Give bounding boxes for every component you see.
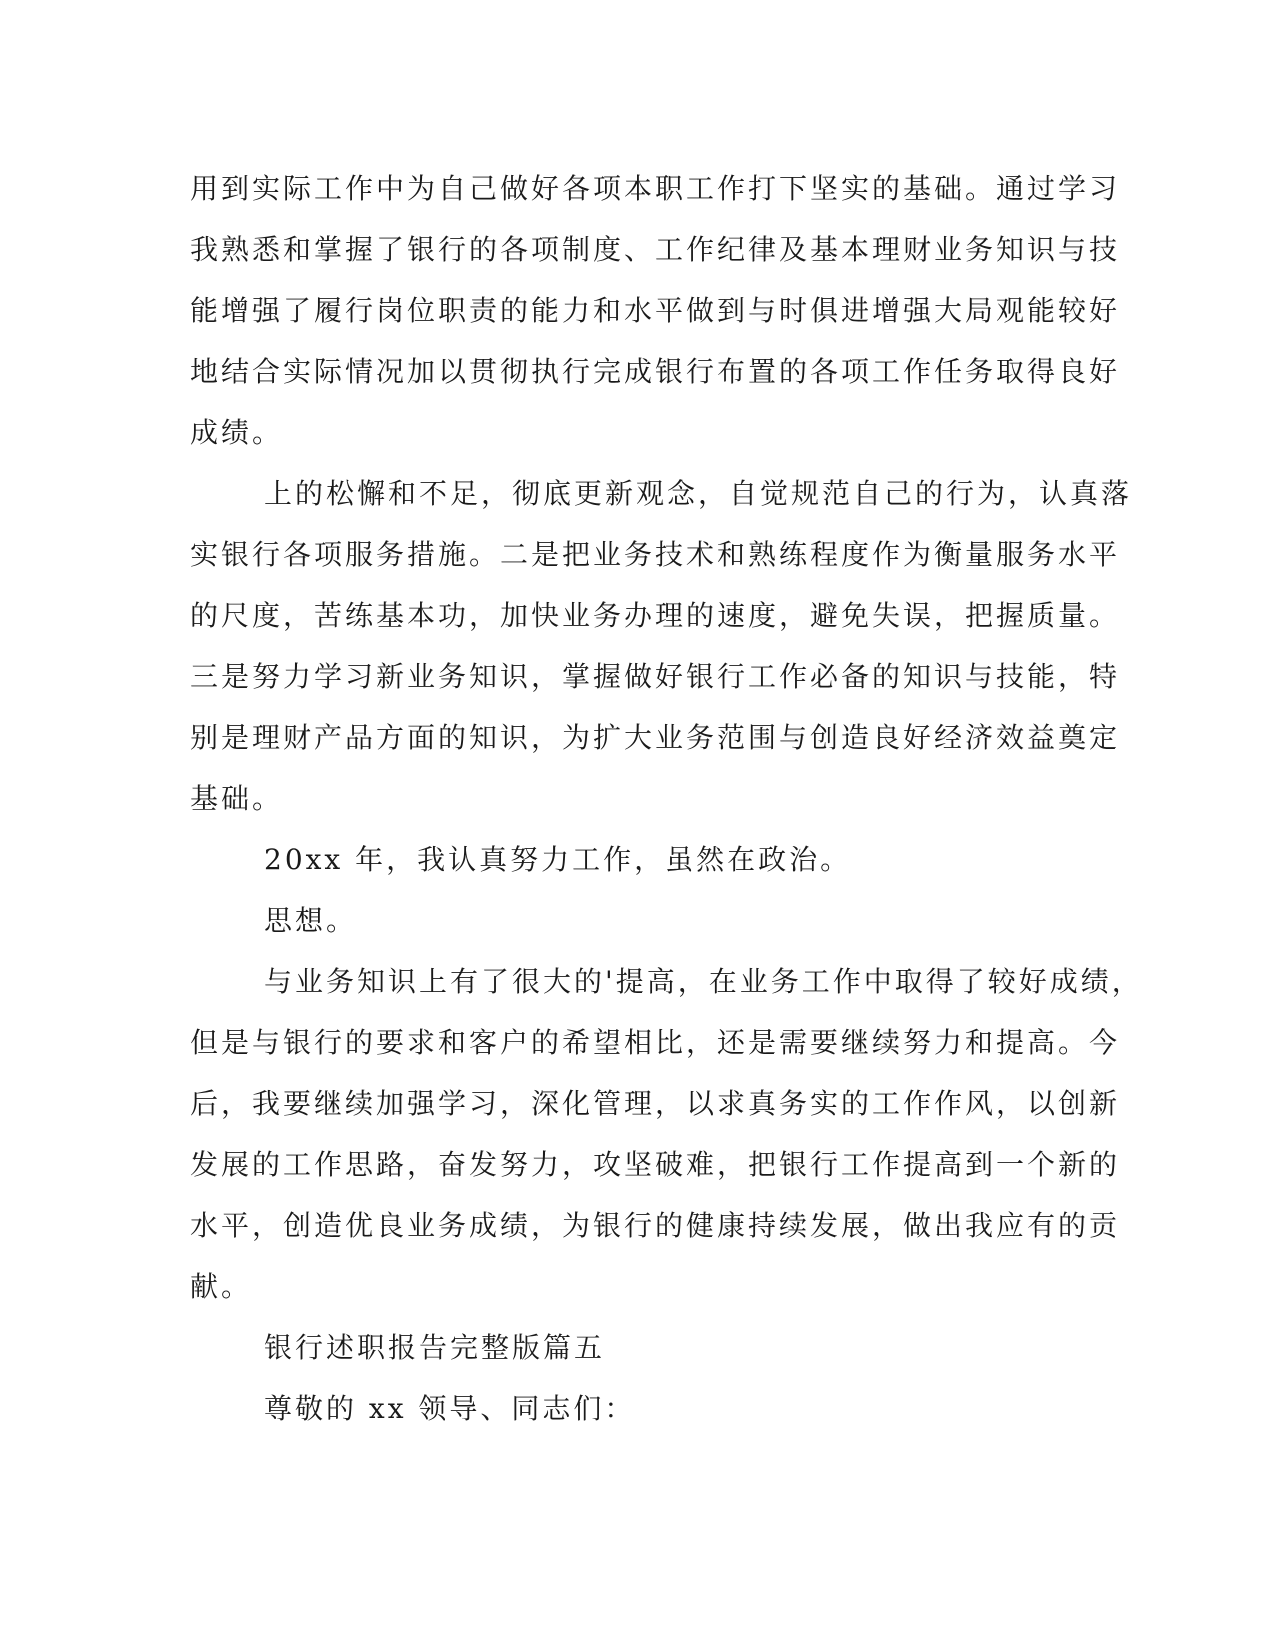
- text-line: 别是理财产品方面的知识，为扩大业务范围与创造良好经济效益奠定: [190, 721, 1121, 754]
- paragraph: [190, 890, 1080, 951]
- text-line: 发展的工作思路，奋发努力，攻坚破难，把银行工作提高到一个新的: [190, 1148, 1121, 1181]
- text-line: 与业务知识上有了很大的'提高，在业务工作中取得了较好成绩，: [264, 965, 1143, 998]
- text-line: 我熟悉和掌握了银行的各项制度、工作纪律及基本理财业务知识与技: [190, 233, 1121, 266]
- text-line: 但是与银行的要求和客户的希望相比，还是需要继续努力和提高。今: [190, 1026, 1121, 1059]
- text-line: 上的松懈和不足，彻底更新观念，自觉规范自己的行为，认真落: [264, 477, 1133, 510]
- text-line: 的尺度，苦练基本功，加快业务办理的速度，避免失误，把握质量。: [190, 599, 1121, 632]
- paragraph: [190, 951, 1143, 1317]
- text-line: 用到实际工作中为自己做好各项本职工作打下坚实的基础。通过学习: [190, 172, 1121, 205]
- salutation-text: 尊敬的 xx 领导、同志们：: [264, 1392, 636, 1425]
- text-line: 三是努力学习新业务知识，掌握做好银行工作必备的知识与技能，特: [190, 660, 1121, 693]
- document-body: [190, 158, 1143, 1439]
- section-heading: [190, 1317, 1080, 1378]
- paragraph: [190, 829, 1080, 890]
- section-title: 银行述职报告完整版篇五: [264, 1331, 606, 1364]
- text-line: 献。: [190, 1270, 253, 1303]
- paragraph: [190, 158, 1121, 463]
- text-line: 基础。: [190, 782, 284, 815]
- text-line: 后，我要继续加强学习，深化管理，以求真务实的工作作风，以创新: [190, 1087, 1121, 1120]
- text-line: 地结合实际情况加以贯彻执行完成银行布置的各项工作任务取得良好: [190, 355, 1121, 388]
- salutation: [190, 1378, 1080, 1439]
- text-line: 思想。: [264, 904, 358, 937]
- text-line: 水平，创造优良业务成绩，为银行的健康持续发展，做出我应有的贡: [190, 1209, 1121, 1242]
- text-line: 20xx 年，我认真努力工作，虽然在政治。: [264, 843, 852, 876]
- text-line: 实银行各项服务措施。二是把业务技术和熟练程度作为衡量服务水平: [190, 538, 1121, 571]
- text-line: 成绩。: [190, 416, 284, 449]
- paragraph: [190, 463, 1133, 829]
- text-line: 能增强了履行岗位职责的能力和水平做到与时俱进增强大局观能较好: [190, 294, 1121, 327]
